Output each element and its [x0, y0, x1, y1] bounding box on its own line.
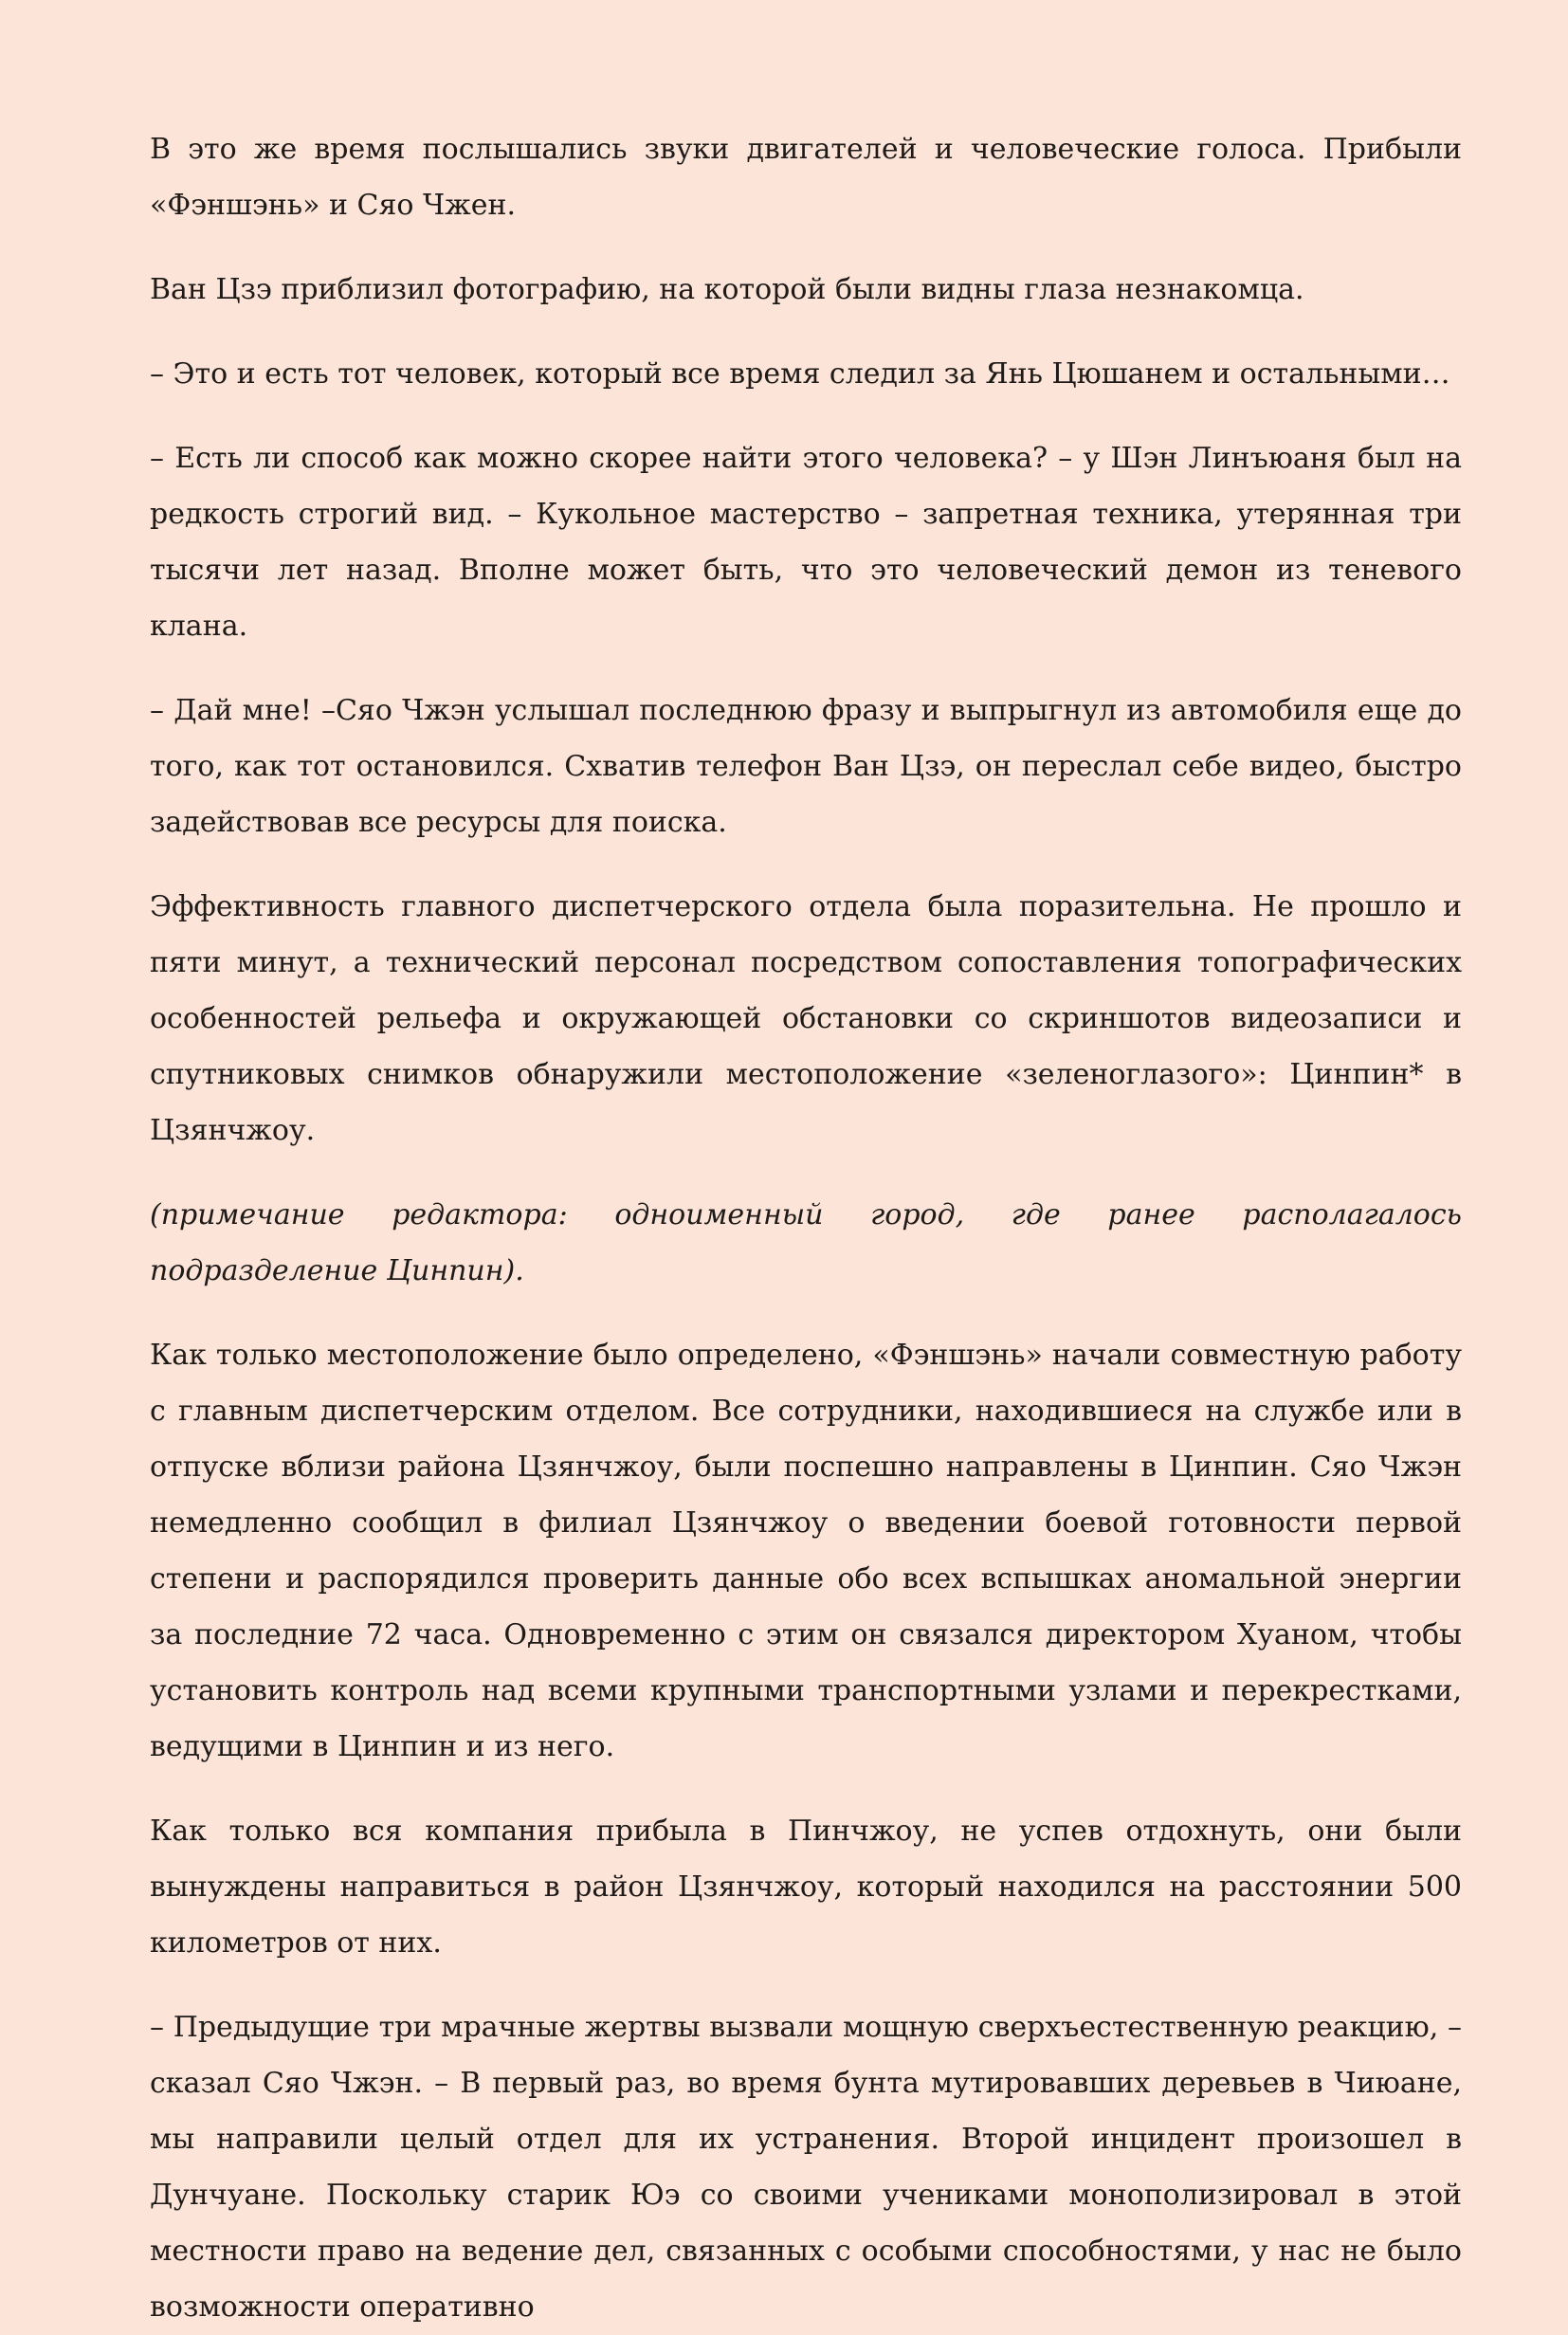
- paragraph: – Это и есть тот человек, который все время следил за Янь Цюшанем и остальными…: [150, 357, 1450, 391]
- paragraph: – Есть ли способ как можно скорее найти этого человека? – у Шэн Линъюаня был на редкость строгий вид. – Кукольное мастерство – запретная техника, утерянная три тысячи лет назад. Вполне может быть, что это человеческий демон из теневого клана.: [150, 442, 1462, 643]
- paragraph: Эффективность главного диспетчерского отдела была поразительна. Не прошло и пяти минут, а технический персонал посредством сопоставления топографических особенностей рельефа и окружающей обстановки со скриншотов видеозаписи и спутниковых снимков обнаружили местоположение «зеленоглазого»: Цинпин* в Цзянчжоу.: [150, 890, 1462, 1147]
- editor-note: (примечание редактора: одноименный город, где ранее располагалось подразделение Цинпин).: [150, 1198, 1462, 1287]
- document-page: [150, 121, 1462, 2335]
- paragraph: В это же время послышались звуки двигателей и человеческие голоса. Прибыли «Фэншэнь» и Сяо Чжен.: [150, 133, 1462, 222]
- paragraph: Ван Цзэ приблизил фотографию, на которой были видны глаза незнакомца.: [150, 273, 1304, 306]
- paragraph: Как только местоположение было определено, «Фэншэнь» начали совместную работу с главным диспетчерским отделом. Все сотрудники, находившиеся на службе или в отпуске вблизи района Цзянчжоу, были поспешно направлены в Цинпин. Сяо Чжэн немедленно сообщил в филиал Цзянчжоу о введении боевой готовности первой степени и распорядился проверить данные обо всех вспышках аномальной энергии за последние 72 часа. Одновременно с этим он связался директором Хуаном, чтобы установить контроль над всеми крупными транспортными узлами и перекрестками, ведущими в Цинпин и из него.: [150, 1339, 1462, 1763]
- paragraph: – Предыдущие три мрачные жертвы вызвали мощную сверхъестественную реакцию, – сказал Сяо Чжэн. – В первый раз, во время бунта мутировавших деревьев в Чиюане, мы направили целый отдел для их устранения. Второй инцидент произошел в Дунчуане. Поскольку старик Юэ со своими учениками монополизировал в этой местности право на ведение дел, связанных с особыми способностями, у нас не было возможности оперативно: [150, 2011, 1462, 2324]
- paragraph: Как только вся компания прибыла в Пинчжоу, не успев отдохнуть, они были вынуждены направиться в район Цзянчжоу, который находился на расстоянии 500 километров от них.: [150, 1815, 1462, 1960]
- paragraph: – Дай мне! –Сяо Чжэн услышал последнюю фразу и выпрыгнул из автомобиля еще до того, как тот остановился. Схватив телефон Ван Цзэ, он переслал себе видео, быстро задействовав все ресурсы для поиска.: [150, 694, 1462, 839]
